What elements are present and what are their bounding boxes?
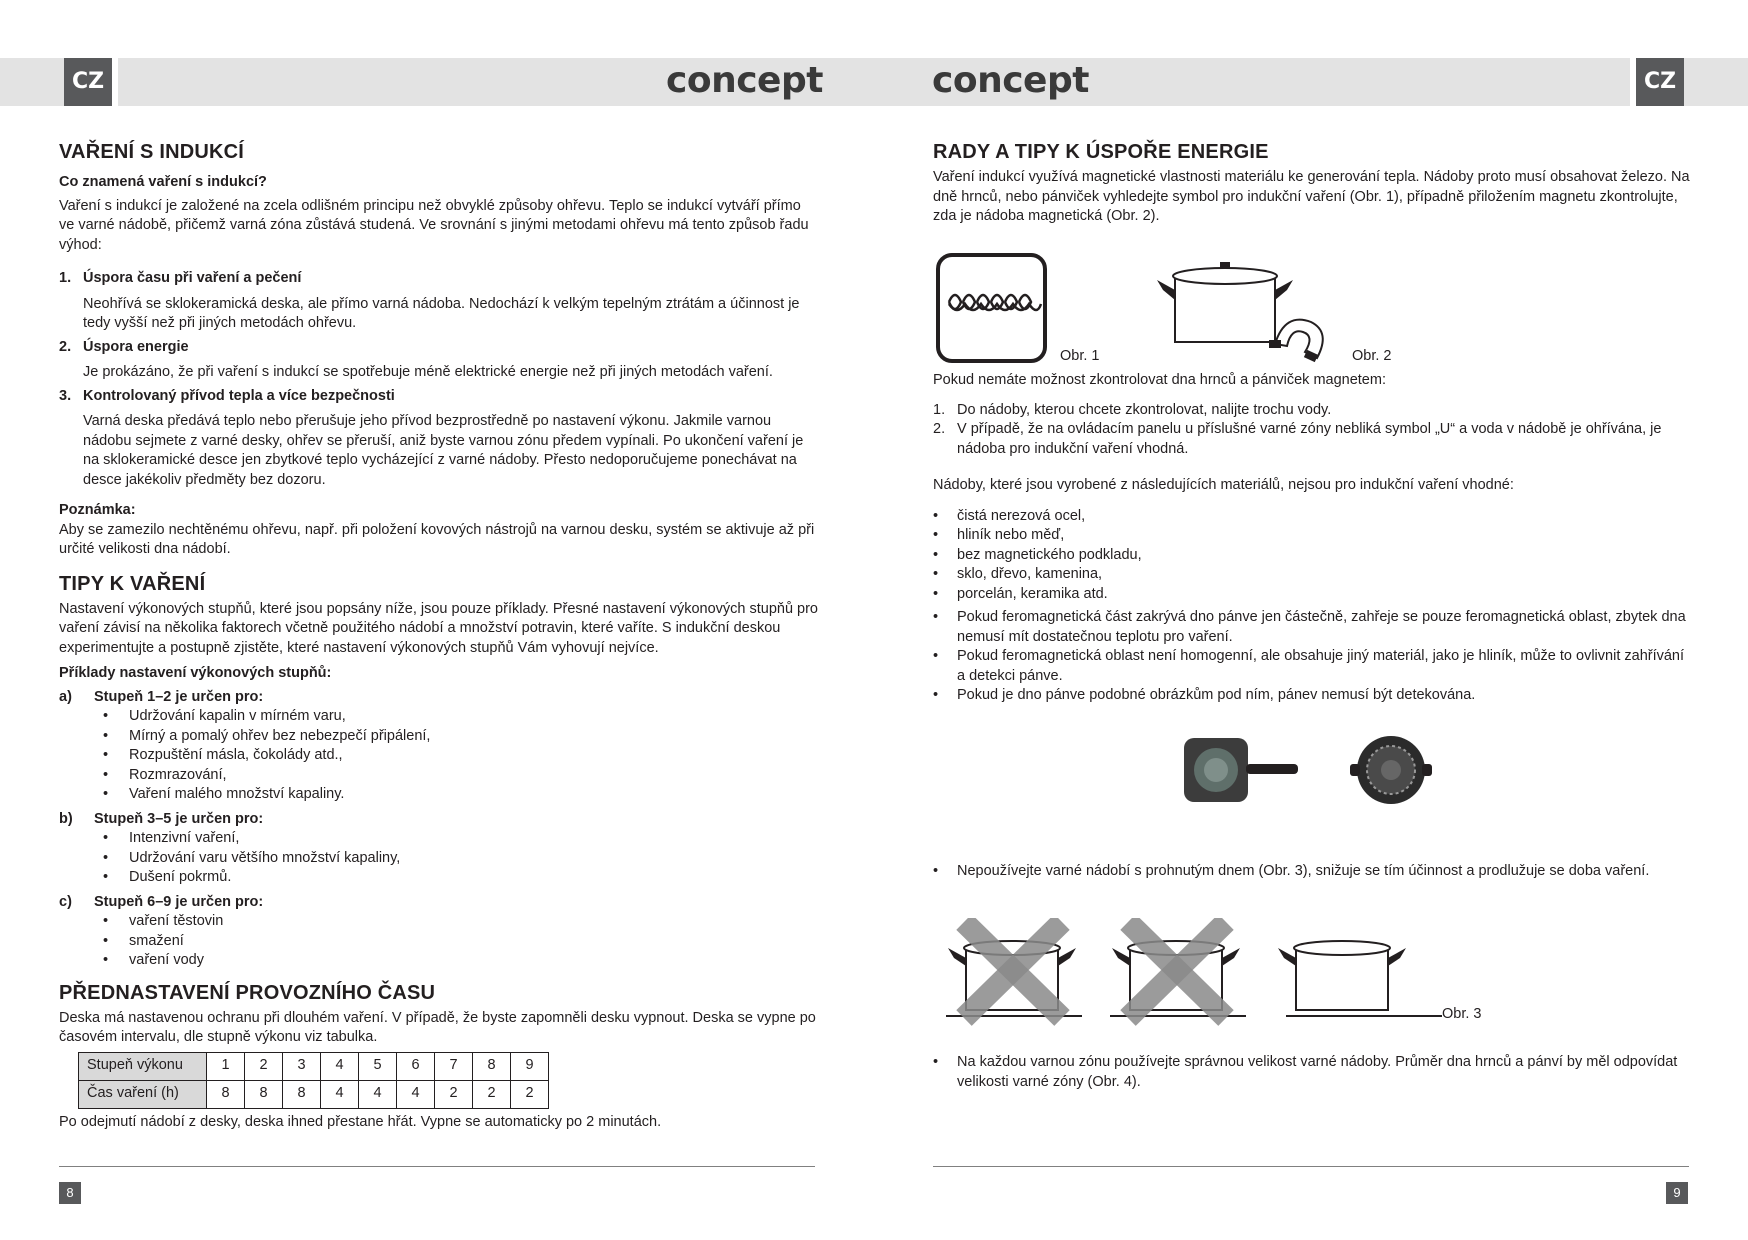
right-page <box>933 140 1693 227</box>
round-pan-icon <box>1350 730 1432 810</box>
list-item: • Dušení pokrmů. <box>103 869 232 885</box>
list-item: 2. Úspora energie <box>59 338 189 355</box>
list-item: • Pokud je dno pánve podobné obrázkům pod ním, pánev nemusí být detekována. <box>933 687 1476 703</box>
energy-intro: Vaření indukcí využívá magnetické vlastnosti materiálu ke generování tepla. Nádoby proto musí obsahovat železo. Na dně hrnců, nebo pánviček vyhledejte symbol pro indukční vaření (Obr. 1), případně přiložením magnetu zkontrolujte, zda je nádoba magnetická (Obr. 2). <box>933 169 1690 224</box>
list-item: 3. Kontrolovaný přívod tepla a více bezpečnosti <box>59 387 395 404</box>
table-row: Čas vaření (h) 8 8 8 4 4 4 2 2 2 <box>79 1080 549 1108</box>
after-table-text: Po odejmutí nádobí z desky, deska ihned přestane hřát. Vypne se automaticky po 2 minutách. <box>59 1113 662 1130</box>
section-title-energy: RADY A TIPY K ÚSPOŘE ENERGIE <box>933 141 1269 163</box>
list-item: • Pokud feromagnetická oblast není homogenní, ale obsahuje jiný materiál, jako je hliník, může to ovlivnit zahřívání a detekci pánve. <box>933 648 1685 684</box>
list-item: • Vaření malého množství kapaliny. <box>103 786 345 802</box>
footer-rule-left <box>59 1166 815 1167</box>
tips-intro: Nastavení výkonových stupňů, které jsou popsány níže, jsou pouze příklady. Přesné nastavení výkonových stupňů pro vaření závisí na několika faktorech včetně použitého nádobí a množství potravin, které vaříte. S indukční deskou experimentujte a postupně zjistěte, které nastavení výkonových stupňů Vám vyhovují nejvíce. <box>59 600 818 656</box>
page-number-left: 8 <box>59 1182 81 1204</box>
size-note <box>933 1053 1693 1092</box>
list-item: • smažení <box>103 932 184 949</box>
question-heading: Co znamená vaření s indukcí? <box>59 174 267 190</box>
advantages-list <box>59 269 819 490</box>
list-item: • vaření vody <box>103 952 204 968</box>
list-item: • porcelán, keramika atd. <box>933 585 1108 602</box>
square-pan-icon <box>1182 734 1302 806</box>
note-text: Aby se zamezilo nechtěnému ohřevu, např. při položení kovových nástrojů na varnou desku, systém se aktivuje až při určité velikosti dna nádobí. <box>59 521 815 557</box>
header-band-gap <box>112 58 118 106</box>
list-item: • Intenzivní vaření, <box>103 830 240 846</box>
concave-note <box>933 862 1693 882</box>
pot-correct <box>1278 941 1442 1016</box>
group-heading: c) Stupeň 6–9 je určen pro: <box>59 893 264 910</box>
list-item: • Udržování varu většího množství kapaliny, <box>103 849 401 866</box>
list-item: 2. V případě, že na ovládacím panelu u příslušné varné zóny nebliká symbol „U“ a voda v nádobě je ohřívána, je nádoba pro indukční vaření vhodná. <box>933 421 1662 457</box>
list-item: • Na každou varnou zónu používejte správnou velikost varné nádoby. Průměr dna hrnců a pánví by měl odpovídat velikosti varné zóny (Obr. 4). <box>933 1054 1678 1090</box>
section-title-induction: VAŘENÍ S INDUKCÍ <box>59 141 245 163</box>
left-page <box>59 140 819 1132</box>
group-heading: b) Stupeň 3–5 je určen pro: <box>59 810 264 827</box>
list-item: • Rozmrazování, <box>103 766 227 783</box>
concave-pots-figure <box>944 918 1444 1028</box>
list-item-text: Je prokázáno, že při vaření s indukcí se spotřebuje méně elektrické energie než při jiných metodách vaření. <box>83 364 773 380</box>
list-item-text: Neohřívá se sklokeramická deska, ale přímo varná nádoba. Nedochází k velkým tepelným ztrátám a účinnost je tedy vyšší než při jiných metodách ohřevu. <box>83 295 800 331</box>
check-steps <box>933 401 1693 460</box>
fig2-label: Obr. 2 <box>1352 348 1392 364</box>
page-number-right: 9 <box>1666 1182 1688 1204</box>
materials-intro: Nádoby, které jsou vyrobené z následujících materiálů, nejsou pro indukční vaření vhodné: <box>933 477 1514 493</box>
fig1-label: Obr. 1 <box>1060 348 1100 364</box>
pot-magnet-icon <box>1155 256 1335 364</box>
pot-concave-2 <box>1110 922 1246 1018</box>
pot-concave-1 <box>946 922 1082 1018</box>
power-time-table <box>78 1052 549 1109</box>
section-title-tips: TIPY K VAŘENÍ <box>59 572 206 595</box>
brand-logo-right: concept <box>932 60 1089 101</box>
examples-heading: Příklady nastavení výkonových stupňů: <box>59 665 332 681</box>
group-heading: a) Stupeň 1–2 je určen pro: <box>59 688 264 705</box>
notes-list <box>933 608 1693 706</box>
intro-paragraph: Vaření s indukcí je založené na zcela odlišném principu než obvyklé způsoby ohřevu. Teplo se indukcí vytváří přímo ve varné nádobě, přičemž varná zóna zůstává studená. Ve srovnání s jinými metodami ohřevu má tento způsob řadu výhod: <box>59 197 809 253</box>
list-item: • bez magnetického podkladu, <box>933 546 1142 563</box>
table-row: Stupeň výkonu 1 2 3 4 5 6 7 8 9 <box>79 1052 549 1080</box>
list-item: • Mírný a pomalý ohřev bez nebezpečí připálení, <box>103 727 431 744</box>
materials-list <box>933 507 1693 605</box>
fig3-label: Obr. 3 <box>1442 1006 1482 1022</box>
magnet-intro: Pokud nemáte možnost zkontrolovat dna hrnců a pánviček magnetem: <box>933 372 1386 388</box>
list-item: • Pokud feromagnetická část zakrývá dno pánve jen částečně, zahřeje se pouze feromagnetická oblast, zbytek dna nemusí mít dostatečnou teplotu pro vaření. <box>933 609 1686 645</box>
list-item-text: Varná deska předává teplo nebo přerušuje jeho přívod bezprostředně po nastavení výkonu. Jakmile varnou nádobu sejmete z varné desky, ohřev se přeruší, aniž byste varnou zónu předem vypínali. Po ukončení vaření je na sklokeramické desce jen zbytkové teplo vycházející z varné nádoby. Přesto nedoporučujeme ponechávat na desce jakékoliv předměty bez dozoru. <box>83 413 804 488</box>
list-item: • čistá nerezová ocel, <box>933 507 1086 524</box>
list-item: • vaření těstovin <box>103 913 224 929</box>
right-page-cont <box>933 371 1693 706</box>
preset-text: Deska má nastavenou ochranu při dlouhém vaření. V případě, že byste zapomněli desku vypnout. Deska se vypne po časovém intervalu, dle stupně výkonu viz tabulka. <box>59 1009 816 1045</box>
list-item: 1. Do nádoby, kterou chcete zkontrolovat, nalijte trochu vody. <box>933 401 1332 418</box>
list-item: • Udržování kapalin v mírném varu, <box>103 708 346 724</box>
list-item: • sklo, dřevo, kamenina, <box>933 566 1103 582</box>
section-title-preset: PŘEDNASTAVENÍ PROVOZNÍHO ČASU <box>59 981 436 1004</box>
power-groups <box>59 688 819 971</box>
note-heading: Poznámka: <box>59 502 136 518</box>
induction-symbol-icon <box>935 252 1049 364</box>
lang-badge-left: CZ <box>64 58 112 106</box>
brand-logo-left: concept <box>666 60 823 101</box>
lang-badge-right: CZ <box>1636 58 1684 106</box>
list-item: • Rozpuštění másla, čokolády atd., <box>103 747 343 763</box>
list-item: • Nepoužívejte varné nádobí s prohnutým dnem (Obr. 3), snižuje se tím účinnost a prodlužuje se doba vaření. <box>933 863 1650 879</box>
list-item: 1. Úspora času při vaření a pečení <box>59 270 302 286</box>
list-item: • hliník nebo měď, <box>933 527 1065 543</box>
footer-rule-right <box>933 1166 1689 1167</box>
